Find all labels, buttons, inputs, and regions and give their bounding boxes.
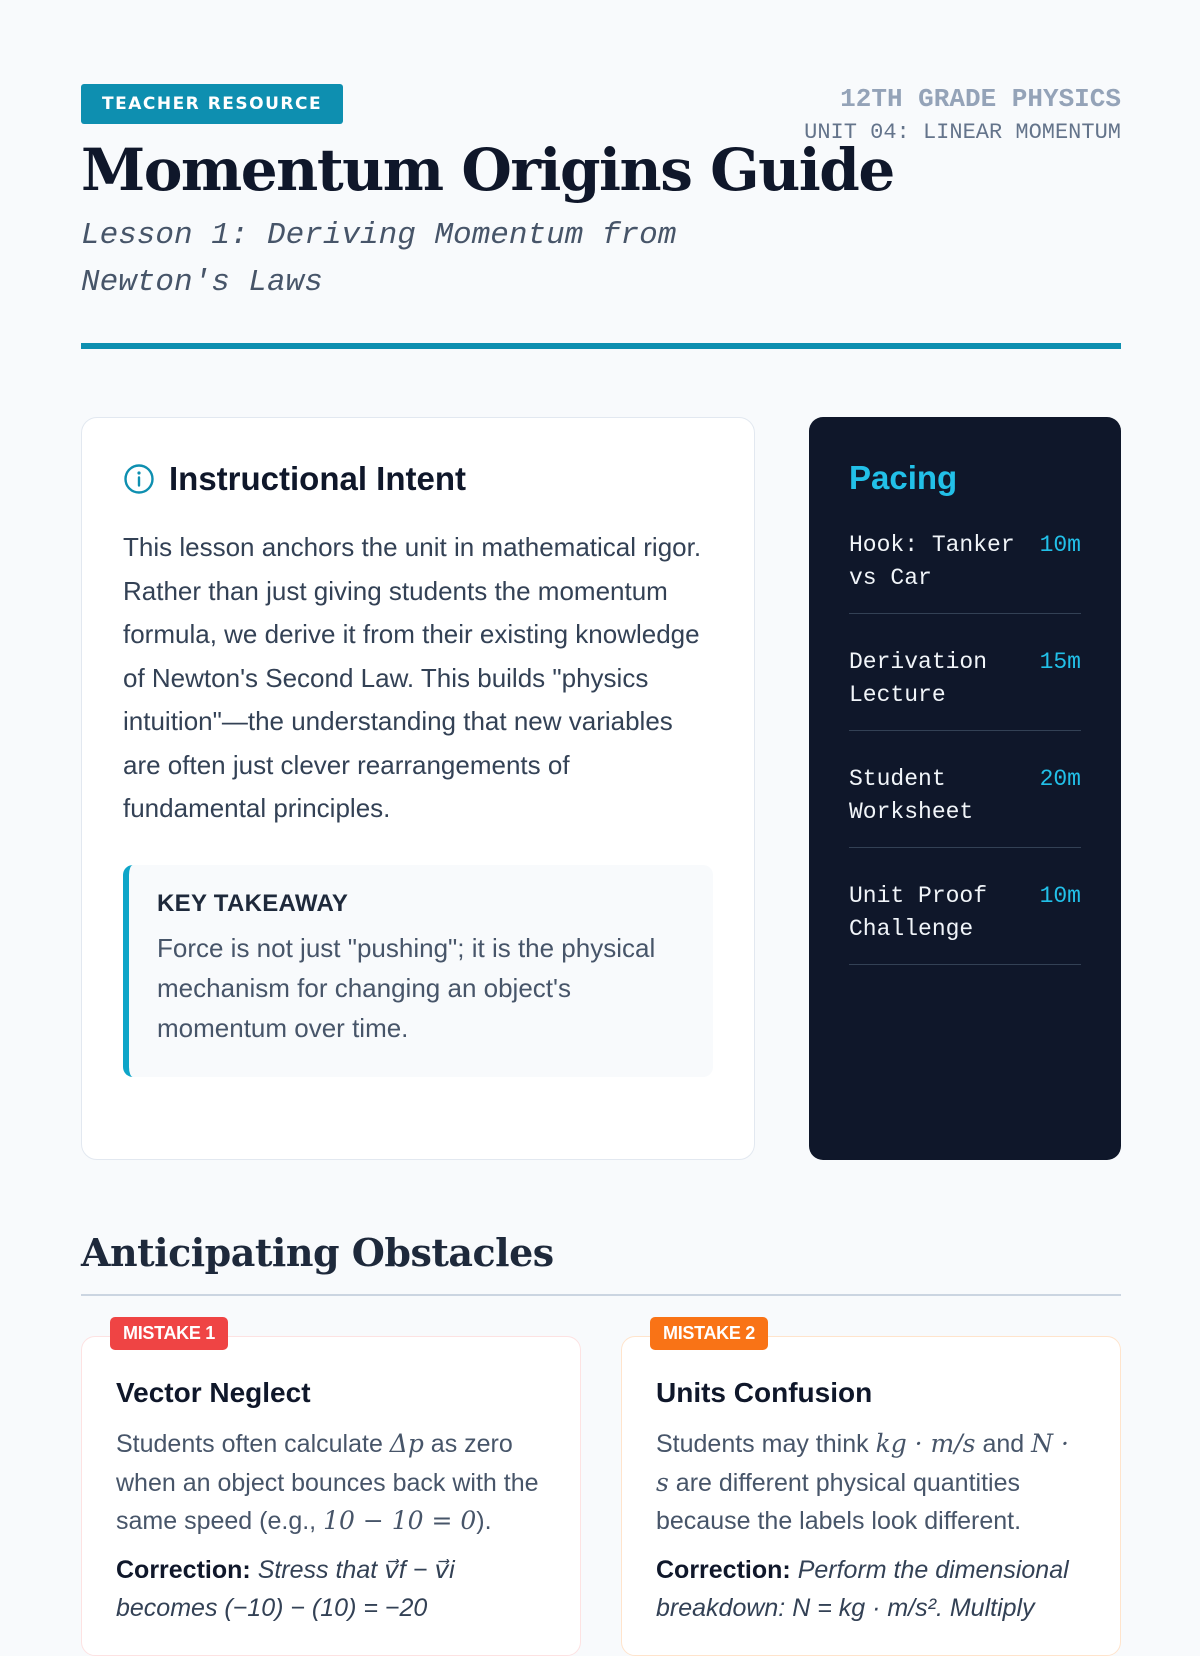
intent-title: Instructional Intent xyxy=(169,460,466,497)
pacing-item xyxy=(849,636,1081,731)
pacing-item xyxy=(849,519,1081,614)
grade-label: 12TH GRADE PHYSICS xyxy=(840,84,1121,114)
pacing-item-time: 10m xyxy=(1039,532,1081,558)
resource-badge: TEACHER RESOURCE xyxy=(81,84,343,124)
mistake-title: Vector Neglect xyxy=(116,1377,311,1408)
pacing-title: Pacing xyxy=(849,459,958,496)
pacing-item-name: Derivation Lecture xyxy=(849,649,988,708)
math-expression: kg · m/s xyxy=(875,1429,976,1458)
math-expression: Δp xyxy=(389,1429,424,1458)
math-expression: N · s xyxy=(656,1429,1069,1497)
mistake-title: Units Confusion xyxy=(656,1377,873,1408)
instructional-intent-card xyxy=(81,417,755,1160)
intent-body: This lesson anchors the unit in mathematical rigor. Rather than just giving students the momentum formula, we derive it from their existing knowledge of Newton's Second Law. This builds "physics intuition"—the understanding that new variables are often just clever rearrangements of fundamental principles. xyxy=(123,532,702,823)
mistake-text: and xyxy=(975,1430,1032,1458)
unit-label: UNIT 04: LINEAR MOMENTUM xyxy=(804,120,1121,145)
pacing-panel xyxy=(809,417,1121,1160)
mistake-text: ). xyxy=(476,1507,492,1535)
math-expression: 10 − 10 = 0 xyxy=(323,1506,477,1535)
pacing-list xyxy=(849,519,1081,965)
pacing-item-time: 20m xyxy=(1039,766,1081,792)
obstacles-divider xyxy=(81,1294,1121,1296)
correction-text: Perform the dimensional breakdown: N = kg · m/s². Multiply xyxy=(656,1555,1069,1622)
mistake-correction xyxy=(116,1551,546,1627)
pacing-item xyxy=(849,753,1081,848)
page xyxy=(81,0,1121,1622)
pacing-item-name: Hook: Tanker vs Car xyxy=(849,532,1015,591)
pacing-item xyxy=(849,870,1081,965)
takeaway-label: KEY TAKEAWAY xyxy=(157,889,349,917)
header-divider xyxy=(81,343,1121,349)
pacing-item-time: 10m xyxy=(1039,883,1081,909)
mistake-text: as zero when an object bounces back with the same speed (e.g., xyxy=(116,1430,539,1535)
mistake-text: are different physical quantities because the labels look different. xyxy=(656,1468,1022,1535)
correction-text: Stress that v⃗f − v⃗i becomes (−10) − (10) = −20 xyxy=(116,1555,455,1622)
correction-label: Correction: xyxy=(116,1555,251,1584)
mistake-description xyxy=(116,1425,546,1541)
obstacles-heading: Anticipating Obstacles xyxy=(81,1230,554,1275)
pacing-item-time: 15m xyxy=(1039,649,1081,675)
lesson-subtitle: Lesson 1: Deriving Momentum from Newton's Laws xyxy=(81,218,677,300)
mistake-tag: MISTAKE 2 xyxy=(650,1317,768,1350)
mistake-text: Students may think xyxy=(656,1430,876,1458)
takeaway-text: Force is not just "pushing"; it is the physical mechanism for changing an object's momentum over time. xyxy=(157,932,656,1043)
pacing-item-name: Student Worksheet xyxy=(849,766,974,825)
course-meta xyxy=(801,80,1121,150)
mistake-correction xyxy=(656,1551,1086,1627)
pacing-item-name: Unit Proof Challenge xyxy=(849,883,988,942)
correction-label: Correction: xyxy=(656,1555,791,1584)
info-icon xyxy=(123,463,155,495)
mistake-text: Students often calculate xyxy=(116,1430,390,1458)
page-title: Momentum Origins Guide xyxy=(81,136,894,204)
mistake-tag: MISTAKE 1 xyxy=(110,1317,228,1350)
mistake-description xyxy=(656,1425,1086,1541)
mistake-card-2 xyxy=(621,1323,1121,1656)
key-takeaway-callout xyxy=(123,865,713,1077)
intent-header xyxy=(123,458,713,500)
mistake-card-1 xyxy=(81,1323,581,1656)
header xyxy=(81,0,1121,352)
